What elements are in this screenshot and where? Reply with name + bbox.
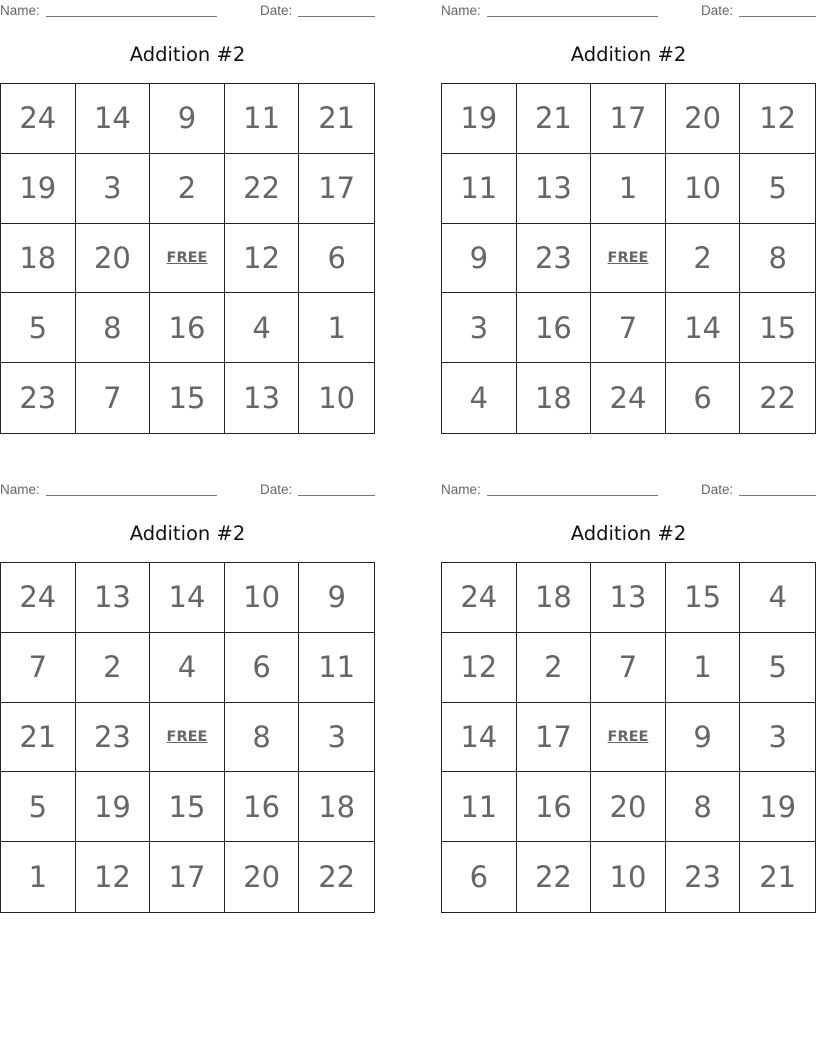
bingo-grid (441, 83, 816, 434)
bingo-cell: 13 (517, 154, 592, 224)
bingo-cell: 3 (76, 154, 151, 224)
card-title: Addition #2 (570, 43, 687, 66)
bingo-cell: 17 (299, 154, 374, 224)
bingo-cell: 19 (740, 772, 815, 842)
bingo-cell: 2 (517, 633, 592, 703)
card-title: Addition #2 (129, 43, 246, 66)
bingo-cell: 15 (150, 772, 225, 842)
bingo-cell: 15 (150, 363, 225, 433)
bingo-cell: 4 (442, 363, 517, 433)
bingo-card (0, 479, 375, 913)
bingo-cell: 9 (299, 563, 374, 633)
bingo-cell: 2 (150, 154, 225, 224)
bingo-cell: 8 (740, 224, 815, 294)
bingo-cell: 15 (740, 293, 815, 363)
bingo-cell: 18 (1, 224, 76, 294)
bingo-cell: 6 (442, 842, 517, 912)
bingo-cell: 14 (76, 84, 151, 154)
bingo-cell: 8 (666, 772, 741, 842)
bingo-card (441, 0, 816, 434)
bingo-cell: 9 (150, 84, 225, 154)
bingo-cell: 22 (759, 381, 797, 416)
bingo-cell: 13 (76, 563, 151, 633)
name-blank-line (46, 16, 217, 17)
bingo-cell: 7 (591, 633, 666, 703)
bingo-cell: 8 (76, 293, 151, 363)
date-blank-line (298, 16, 375, 17)
name-blank-line (46, 495, 217, 496)
date-label: Date: (701, 482, 734, 497)
bingo-cell: 19 (442, 84, 517, 154)
bingo-cell: 11 (299, 633, 374, 703)
name-date-row (441, 2, 816, 20)
bingo-cell: 18 (299, 772, 374, 842)
bingo-cell: 16 (150, 293, 225, 363)
bingo-cell: 20 (591, 772, 666, 842)
name-label: Name: (441, 3, 481, 18)
bingo-cell: 17 (591, 84, 666, 154)
bingo-cell: 22 (517, 842, 592, 912)
bingo-cell: 21 (517, 84, 592, 154)
bingo-cell: 3 (299, 703, 374, 773)
date-label: Date: (260, 3, 293, 18)
bingo-cell: 7 (591, 293, 666, 363)
bingo-cell: 5 (740, 633, 815, 703)
card-title: Addition #2 (570, 522, 687, 545)
bingo-cell: 9 (442, 224, 517, 294)
bingo-cell: 1 (299, 293, 374, 363)
name-blank-line (487, 16, 658, 17)
bingo-cell: 23 (666, 842, 741, 912)
bingo-cell: 16 (517, 293, 592, 363)
bingo-cell: 22 (318, 860, 356, 895)
bingo-grid (441, 562, 816, 913)
bingo-cell: 7 (1, 633, 76, 703)
bingo-cell: 5 (740, 154, 815, 224)
free-space-cell: FREE (591, 703, 666, 773)
bingo-cell: 12 (225, 224, 300, 294)
bingo-cell: 20 (76, 224, 151, 294)
bingo-cell: 21 (759, 860, 797, 895)
bingo-cell: 9 (666, 703, 741, 773)
bingo-cell: 12 (740, 84, 815, 154)
bingo-grid (0, 562, 375, 913)
bingo-cell: 14 (150, 563, 225, 633)
bingo-cell: 1 (666, 633, 741, 703)
bingo-cell: 15 (666, 563, 741, 633)
bingo-cell: 1 (1, 842, 76, 912)
bingo-cell: 14 (442, 703, 517, 773)
name-label: Name: (0, 3, 40, 18)
bingo-cell: 19 (1, 154, 76, 224)
bingo-cell: 14 (666, 293, 741, 363)
bingo-cell: 24 (591, 363, 666, 433)
free-space-cell: FREE (150, 703, 225, 773)
date-label: Date: (701, 3, 734, 18)
bingo-cell: 6 (299, 224, 374, 294)
bingo-cell: 10 (318, 381, 356, 416)
bingo-cell: 10 (666, 154, 741, 224)
bingo-cell: 23 (1, 363, 76, 433)
bingo-cell: 21 (299, 84, 374, 154)
bingo-cell: 17 (517, 703, 592, 773)
bingo-cell: 18 (517, 363, 592, 433)
bingo-card (0, 0, 375, 434)
bingo-cell: 19 (76, 772, 151, 842)
name-date-row (0, 481, 375, 499)
bingo-cell: 11 (225, 84, 300, 154)
bingo-cell: 3 (740, 703, 815, 773)
date-blank-line (739, 16, 816, 17)
bingo-cell: 24 (1, 563, 76, 633)
bingo-cell: 23 (517, 224, 592, 294)
bingo-cell: 8 (225, 703, 300, 773)
bingo-cell: 6 (225, 633, 300, 703)
bingo-cell: 5 (1, 293, 76, 363)
bingo-grid (0, 83, 375, 434)
name-label: Name: (0, 482, 40, 497)
bingo-card (441, 479, 816, 913)
free-space-cell: FREE (591, 224, 666, 294)
free-space-cell: FREE (150, 224, 225, 294)
bingo-cell: 17 (150, 842, 225, 912)
bingo-cell: 5 (1, 772, 76, 842)
bingo-cell: 2 (666, 224, 741, 294)
bingo-cell: 11 (442, 154, 517, 224)
name-blank-line (487, 495, 658, 496)
bingo-cell: 16 (517, 772, 592, 842)
bingo-cell: 13 (225, 363, 300, 433)
bingo-cell: 7 (76, 363, 151, 433)
bingo-cell: 12 (442, 633, 517, 703)
date-blank-line (298, 495, 375, 496)
bingo-cell: 10 (225, 563, 300, 633)
bingo-cell: 16 (225, 772, 300, 842)
bingo-cell: 21 (1, 703, 76, 773)
bingo-cell: 22 (225, 154, 300, 224)
name-date-row (441, 481, 816, 499)
name-label: Name: (441, 482, 481, 497)
card-title: Addition #2 (129, 522, 246, 545)
bingo-cell: 3 (442, 293, 517, 363)
date-blank-line (739, 495, 816, 496)
bingo-cell: 24 (1, 84, 76, 154)
bingo-cell: 20 (225, 842, 300, 912)
name-date-row (0, 2, 375, 20)
bingo-cell: 4 (150, 633, 225, 703)
bingo-cell: 23 (76, 703, 151, 773)
bingo-cell: 11 (442, 772, 517, 842)
bingo-cell: 4 (740, 563, 815, 633)
bingo-cell: 18 (517, 563, 592, 633)
bingo-cell: 1 (591, 154, 666, 224)
bingo-cell: 2 (76, 633, 151, 703)
date-label: Date: (260, 482, 293, 497)
bingo-cell: 13 (591, 563, 666, 633)
bingo-cell: 6 (666, 363, 741, 433)
bingo-cell: 4 (225, 293, 300, 363)
bingo-cell: 10 (591, 842, 666, 912)
bingo-cell: 12 (76, 842, 151, 912)
bingo-cell: 24 (442, 563, 517, 633)
bingo-cell: 20 (666, 84, 741, 154)
